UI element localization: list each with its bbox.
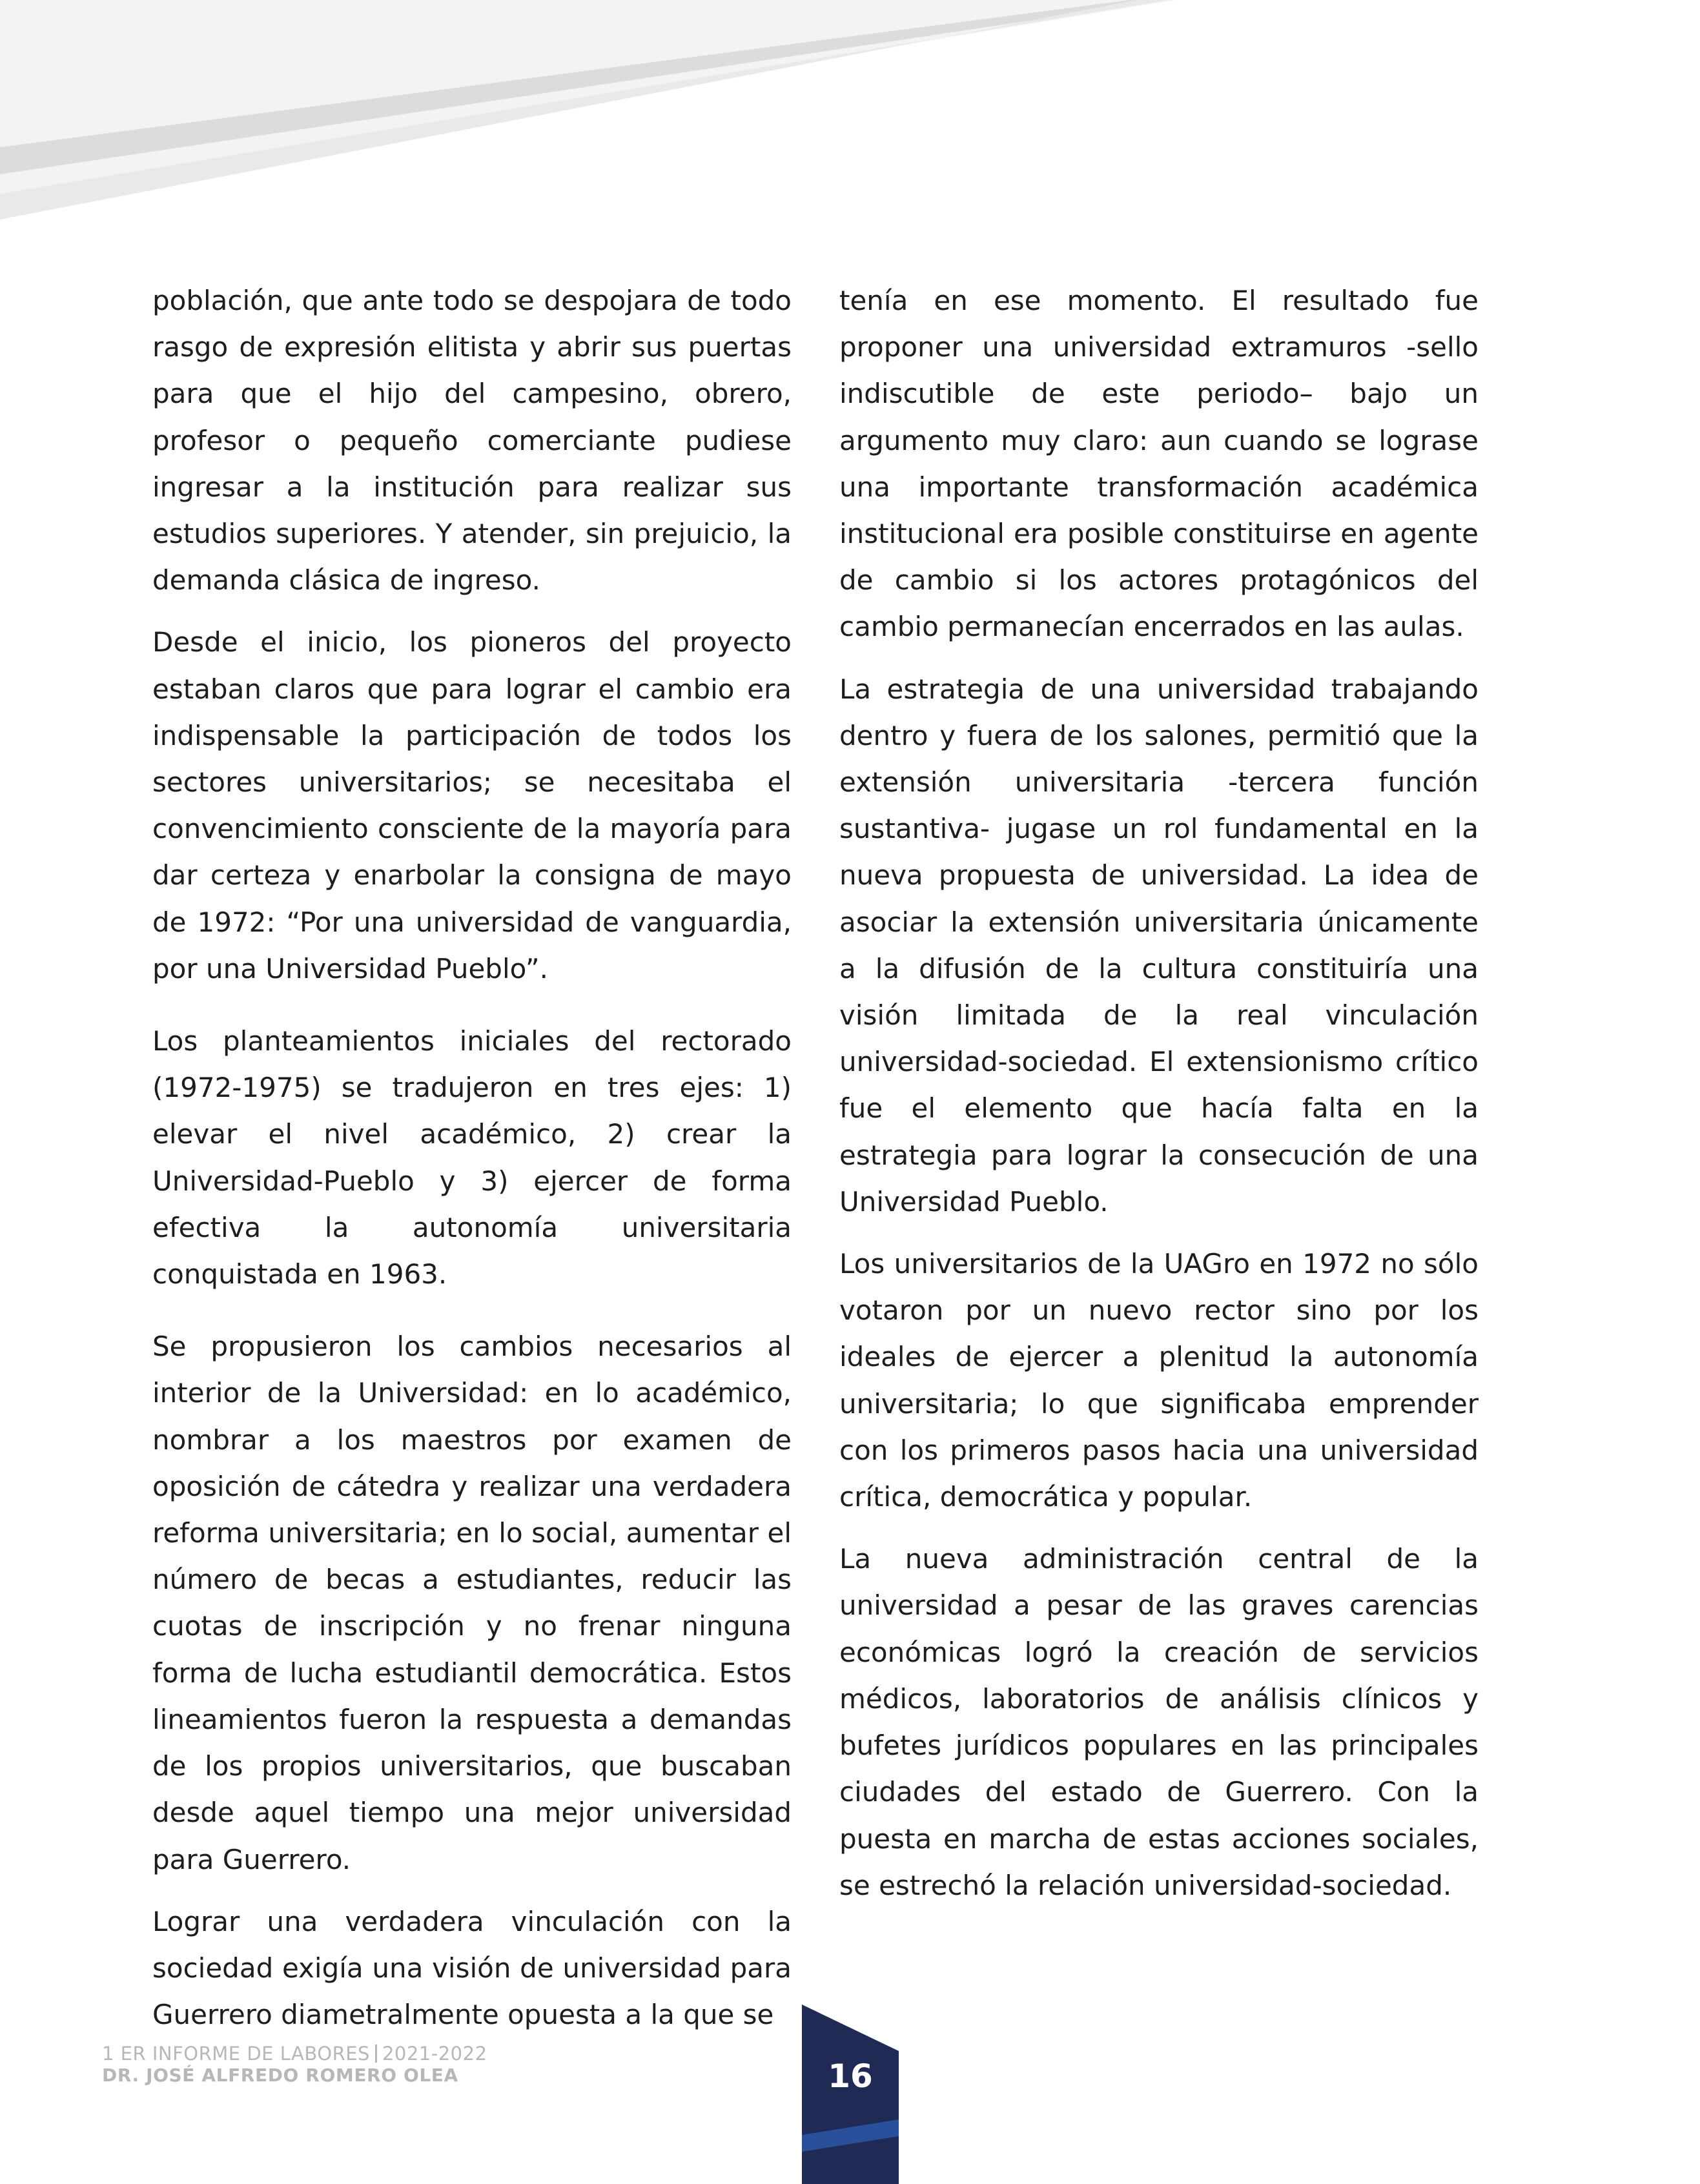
paragraph: Lograr una verdadera vinculación con la sociedad exigía una visión de universidad para Guerrero diametralmente opuesta a la que se (152, 1905, 792, 2031)
paragraph: población, que ante todo se despojara de todo rasgo de expresión elitista y abrir sus puertas para que el hijo del campesino, obrero, profesor o pequeño comerciante pudiese ingresar a la institución para realizar sus estudios superiores. Y atender, sin prejuicio, la demanda clásica de ingreso. (152, 285, 792, 597)
page-number: 16 (828, 2057, 873, 2095)
footer-separator (375, 2045, 377, 2063)
footer-report-line (102, 2043, 487, 2065)
left-column (152, 278, 792, 2054)
right-column (839, 278, 1479, 1924)
report-period: 2021-2022 (382, 2043, 487, 2065)
footer-author: DR. JOSÉ ALFREDO ROMERO OLEA (102, 2065, 458, 2086)
paragraph: Los planteamientos iniciales del rectorado (1972-1975) se tradujeron en tres ejes: 1) elevar el nivel académico, 2) crear la Universidad-Pueblo y 3) ejercer de forma efectiva la autonomía universitaria conquistada en 1963. (152, 1025, 792, 1291)
paragraph: Desde el inicio, los pioneros del proyecto estaban claros que para lograr el cambio era indispensable la participación de todos los sectores universitarios; se necesitaba el convencimiento consciente de la mayoría para dar certeza y enarbolar la consigna de mayo de 1972: “Por una universidad de vanguardia, por una Universidad Pueblo”. (152, 626, 792, 985)
paragraph: La estrategia de una universidad trabajando dentro y fuera de los salones, permitió que la extensión universitaria -tercera función sustantiva- jugase un rol fundamental en la nueva propuesta de universidad. La idea de asociar la extensión universitaria únicamente a la difusión de la cultura constituiría una visión limitada de la real vinculación universidad-sociedad. El extensionismo crítico fue el elemento que hacía falta en la estrategia para lograr la consecución de una Universidad Pueblo. (839, 673, 1479, 1218)
paragraph: La nueva administración central de la universidad a pesar de las graves carencias económicas logró la creación de servicios médicos, laboratorios de análisis clínicos y bufetes jurídicos populares en las principales ciudades del estado de Guerrero. Con la puesta en marcha de estas acciones sociales, se estrechó la relación universidad-sociedad. (839, 1543, 1479, 1901)
header-decoration (0, 0, 1700, 232)
footer-info (102, 2043, 487, 2087)
paragraph: Los universitarios de la UAGro en 1972 no sólo votaron por un nuevo rector sino por los ideales de ejercer a plenitud la autonomía universitaria; lo que significaba emprender con los primeros pasos hacia una universidad crítica, democrática y popular. (839, 1248, 1479, 1513)
paragraph: Se propusieron los cambios necesarios al interior de la Universidad: en lo académico, nombrar a los maestros por examen de oposición de cátedra y realizar una verdadera reforma universitaria; en lo social, aumentar el número de becas a estudiantes, reducir las cuotas de inscripción y no frenar ninguna forma de lucha estudiantil democrática. Estos lineamientos fueron la respuesta a demandas de los propios universitarios, que buscaban desde aquel tiempo una mejor universidad para Guerrero. (152, 1331, 792, 1875)
report-title: 1 ER INFORME DE LABORES (102, 2043, 370, 2065)
paragraph: tenía en ese momento. El resultado fue proponer una universidad extramuros -sello indiscutible de este periodo– bajo un argumento muy claro: aun cuando se lograse una importante transformación académica institucional era posible constituirse en agente de cambio si los actores protagónicos del cambio permanecían encerrados en las aulas. (839, 285, 1479, 643)
